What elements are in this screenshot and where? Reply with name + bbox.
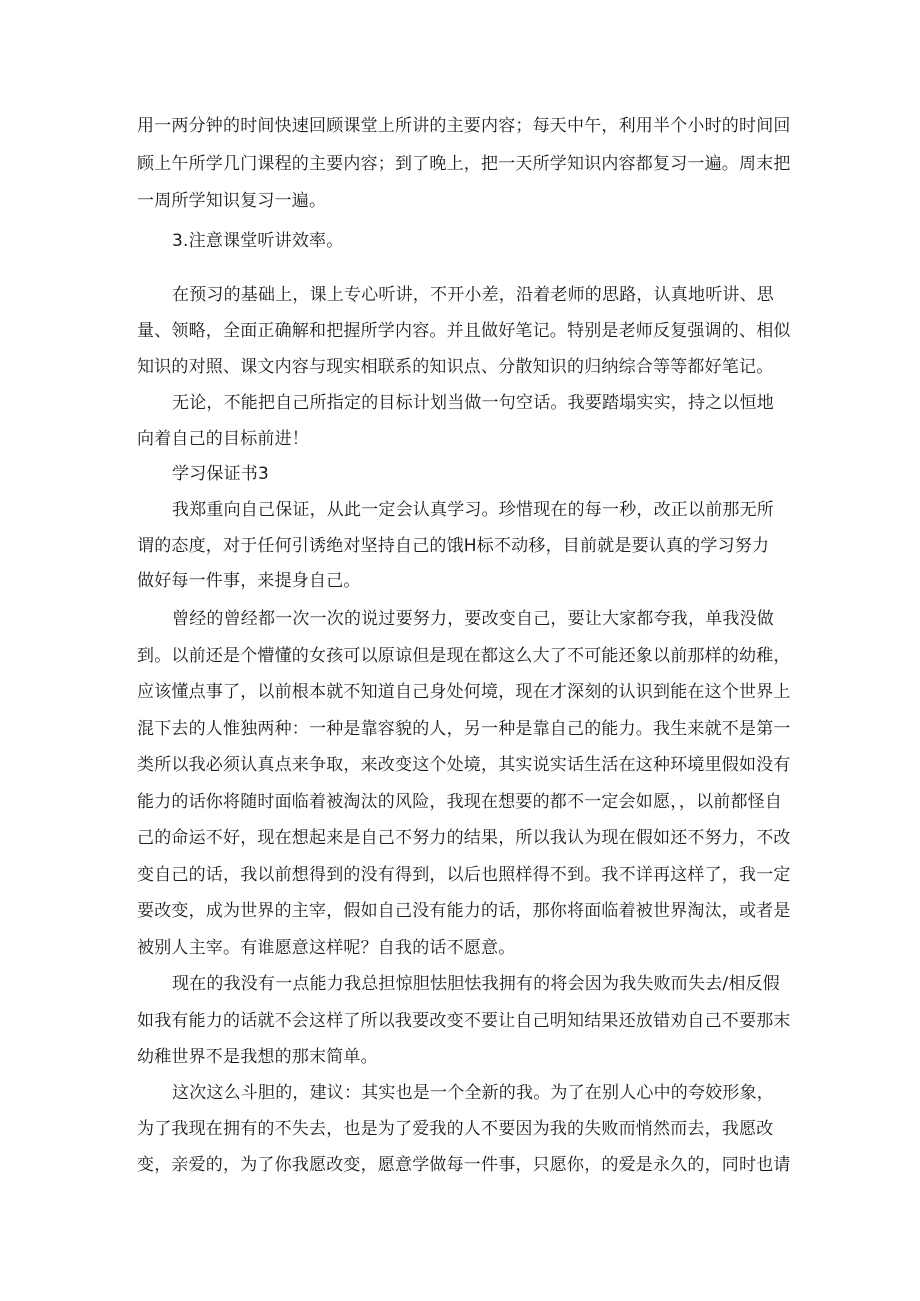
- paragraph-line: 量、领略，全面正确解和把握所学内容。并且做好笔记。特别是老师反复强调的、相似: [137, 321, 791, 341]
- paragraph-line: 类所以我必须认真点来争取，来改变这个处境，其实说实话生活在这种环境里假如没有: [137, 755, 791, 775]
- paragraph-line: 我郑重向自己保证，从此一定会认真学习。珍惜现在的每一秒，改正以前那无所: [172, 500, 774, 520]
- paragraph-line: 谓的态度，对于任何引诱绝对坚持自己的饿H标不动移，目前就是要认真的学习努力: [137, 536, 770, 556]
- paragraph-line: 顾上午所学几门课程的主要内容；到了晚上，把一天所学知识内容都复习一遍。周末把: [137, 154, 791, 174]
- paragraph-line: 如我有能力的话就不会这样了所以我要改变不要让自己明知结果还放错劝自己不要那末: [137, 1011, 791, 1031]
- paragraph-line: 知识的对照、课文内容与现实相联系的知识点、分散知识的归纳综合等等都好笔记。: [137, 357, 774, 377]
- paragraph-line: 现在的我没有一点能力我总担惊胆怯胆怯我拥有的将会因为我失败而失去/相反假: [172, 974, 780, 994]
- paragraph-line: 做好每一件事，来提身自己。: [137, 571, 361, 591]
- paragraph-line: 用一两分钟的时间快速回顾课堂上所讲的主要内容；每天中午，利用半个小时的时间回: [137, 116, 791, 136]
- paragraph-line: 一周所学知识复习一遍。: [137, 191, 327, 211]
- paragraph-line: 己的命运不好，现在想起来是自己不努力的结果，所以我认为现在假如还不努力，不改: [137, 828, 791, 848]
- paragraph-line: 被别人主宰。有谁愿意这样呢？自我的话不愿意。: [137, 938, 516, 958]
- paragraph-line: 曾经的曾经都一次一次的说过要努力，要改变自己，要让大家都夸我，单我没做: [172, 609, 774, 629]
- paragraph-line: 幼稚世界不是我想的那末简单。: [137, 1047, 378, 1067]
- paragraph-line: 混下去的人惟独两种：一种是靠容貌的人，另一种是靠自己的能力。我生来就不是第一: [137, 719, 791, 739]
- paragraph-line: 到。以前还是个懵懂的女孩可以原谅但是现在都这么大了不可能还象以前那样的幼稚，: [137, 646, 791, 666]
- paragraph-line: 无论，不能把自己所指定的目标计划当做一句空话。我要踏塌实实，持之以恒地: [172, 393, 774, 413]
- paragraph-line: 要改变，成为世界的主宰，假如自己没有能力的话，那你将面临着被世界淘汰，或者是: [137, 901, 791, 921]
- paragraph-line: 能力的话你将随时面临着被淘汰的风险，我现在想要的都不一定会如愿，，以前都怪自: [137, 792, 783, 812]
- paragraph-line: 为了我现在拥有的不失去，也是为了爱我的人不要因为我的失败而悄然而去，我愿改: [137, 1119, 774, 1139]
- paragraph-line: 变自己的话，我以前想得到的没有得到，以后也照样得不到。我不详再这样了，我一定: [137, 865, 791, 885]
- paragraph-line: 向着自己的目标前进！: [137, 429, 309, 449]
- section-heading: 3.注意课堂听讲效率。: [172, 231, 344, 251]
- paragraph-line: 应该懂点事了，以前根本就不知道自己身处何境，现在才深刻的认识到能在这个世界上: [137, 682, 791, 702]
- paragraph-line: 这次这么斗胆的，建议：其实也是一个全新的我。为了在别人心中的夸姣形象，: [172, 1083, 774, 1103]
- paragraph-line: 在预习的基础上，课上专心听讲，不开小差，沿着老师的思路，认真地听讲、思: [172, 285, 774, 305]
- paragraph-line: 变，亲爱的，为了你我愿改变，愿意学做每一件事，只愿你，的爱是永久的，同时也请: [137, 1155, 791, 1175]
- document-title: 学习保证书3: [172, 464, 270, 484]
